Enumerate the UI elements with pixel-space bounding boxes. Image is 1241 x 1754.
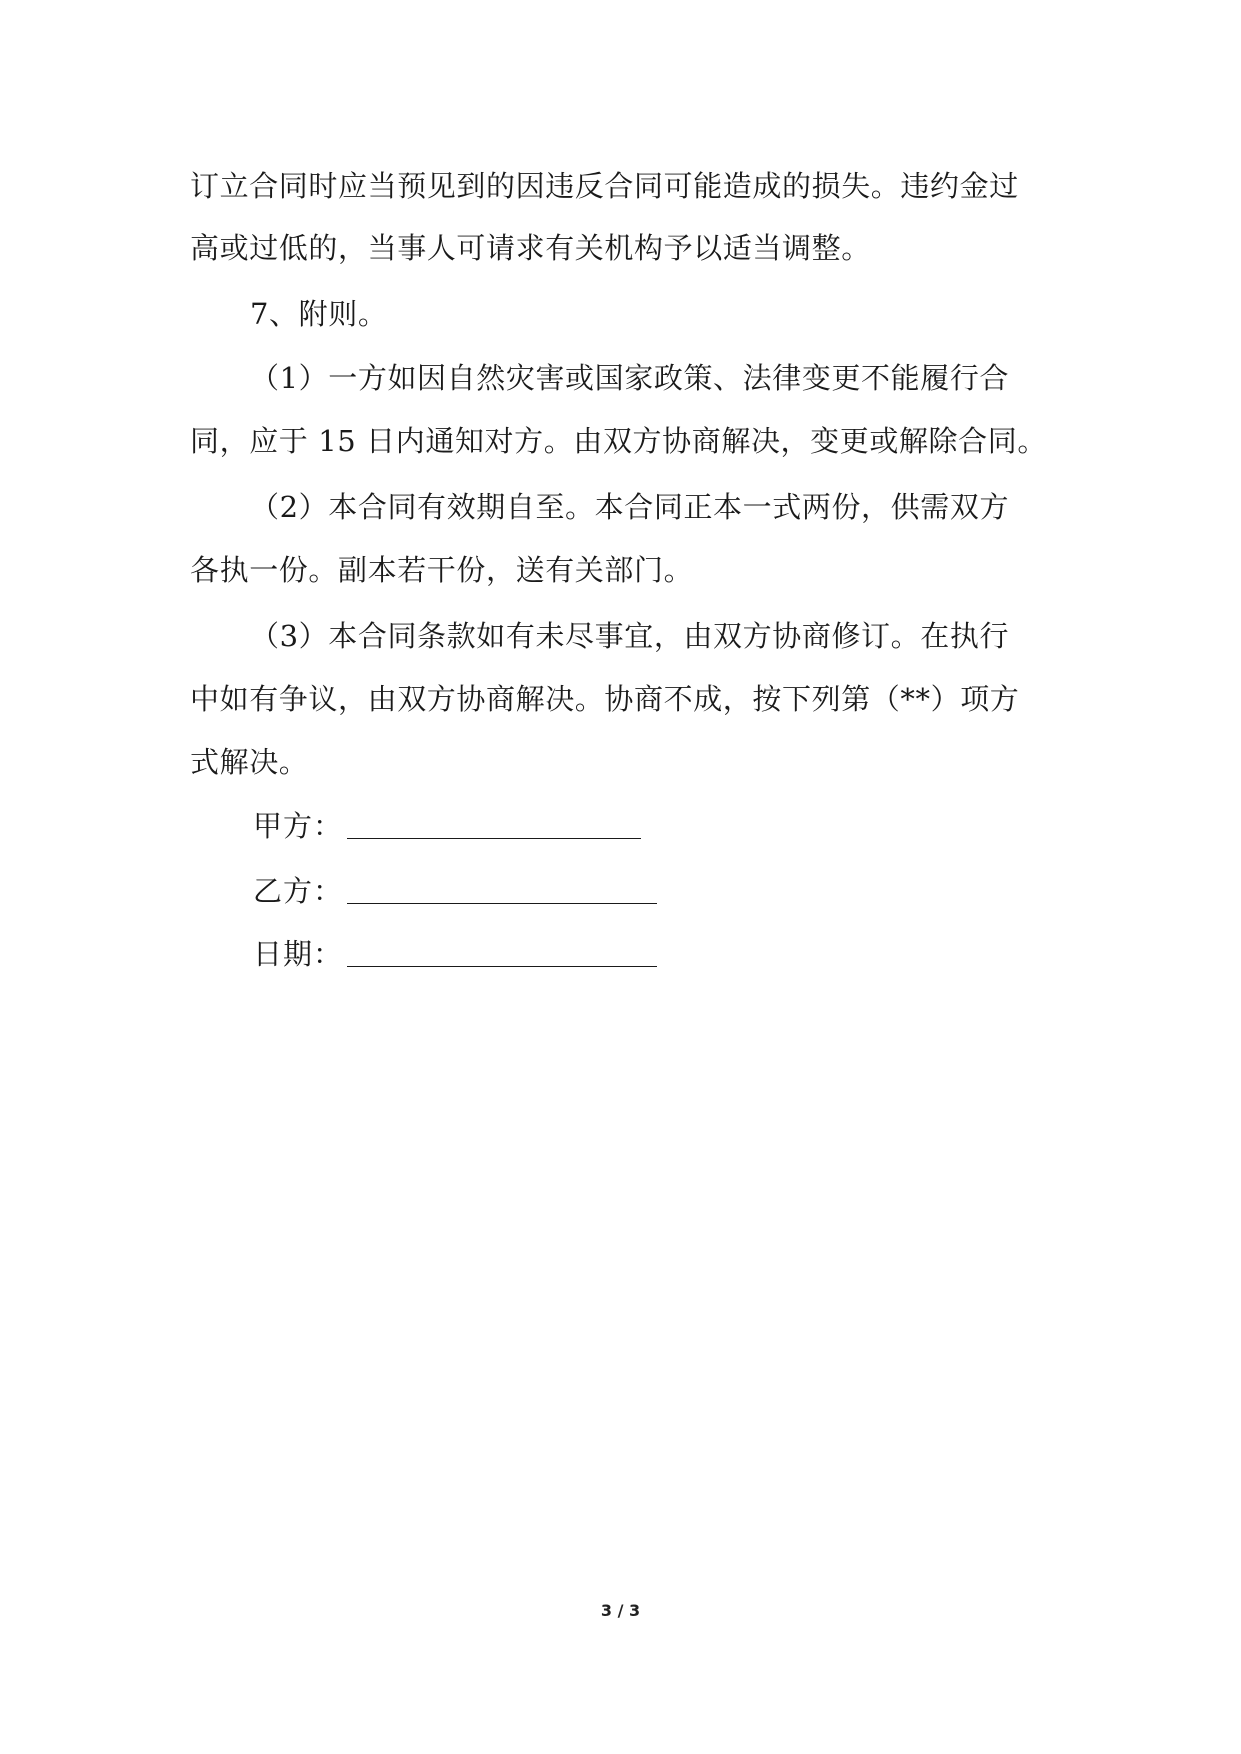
signature-date — [253, 934, 657, 974]
clause-line: （1）一方如因自然灾害或国家政策、法律变更不能履行合 — [250, 361, 1010, 395]
paragraph-line: 高或过低的，当事人可请求有关机构予以适当调整。 — [190, 231, 871, 265]
party-b-blank[interactable] — [347, 902, 657, 904]
section-heading: 7、附则。 — [250, 297, 388, 331]
clause-line: 中如有争议，由双方协商解决。协商不成，按下列第（**）项方 — [190, 682, 1020, 716]
page-number: 3 / 3 — [600, 1601, 641, 1620]
date-label: 日期： — [253, 937, 344, 971]
party-b-label: 乙方： — [253, 874, 344, 908]
paragraph-line: 订立合同时应当预见到的因违反合同可能造成的损失。违约金过 — [190, 169, 1019, 203]
date-blank[interactable] — [347, 965, 657, 967]
signature-party-a — [253, 806, 641, 846]
clause-line: 同，应于 15 日内通知对方。由双方协商解决，变更或解除合同。 — [190, 424, 1047, 458]
clause-line: 各执一份。副本若干份，送有关部门。 — [190, 553, 694, 587]
clause-line: （3）本合同条款如有未尽事宜，由双方协商修订。在执行 — [250, 619, 1010, 653]
clause-line: 式解决。 — [190, 745, 309, 779]
clause-line: （2）本合同有效期自至。本合同正本一式两份，供需双方 — [250, 490, 1010, 524]
signature-party-b — [253, 871, 657, 911]
party-a-label: 甲方： — [253, 809, 344, 843]
party-a-blank[interactable] — [347, 837, 641, 839]
